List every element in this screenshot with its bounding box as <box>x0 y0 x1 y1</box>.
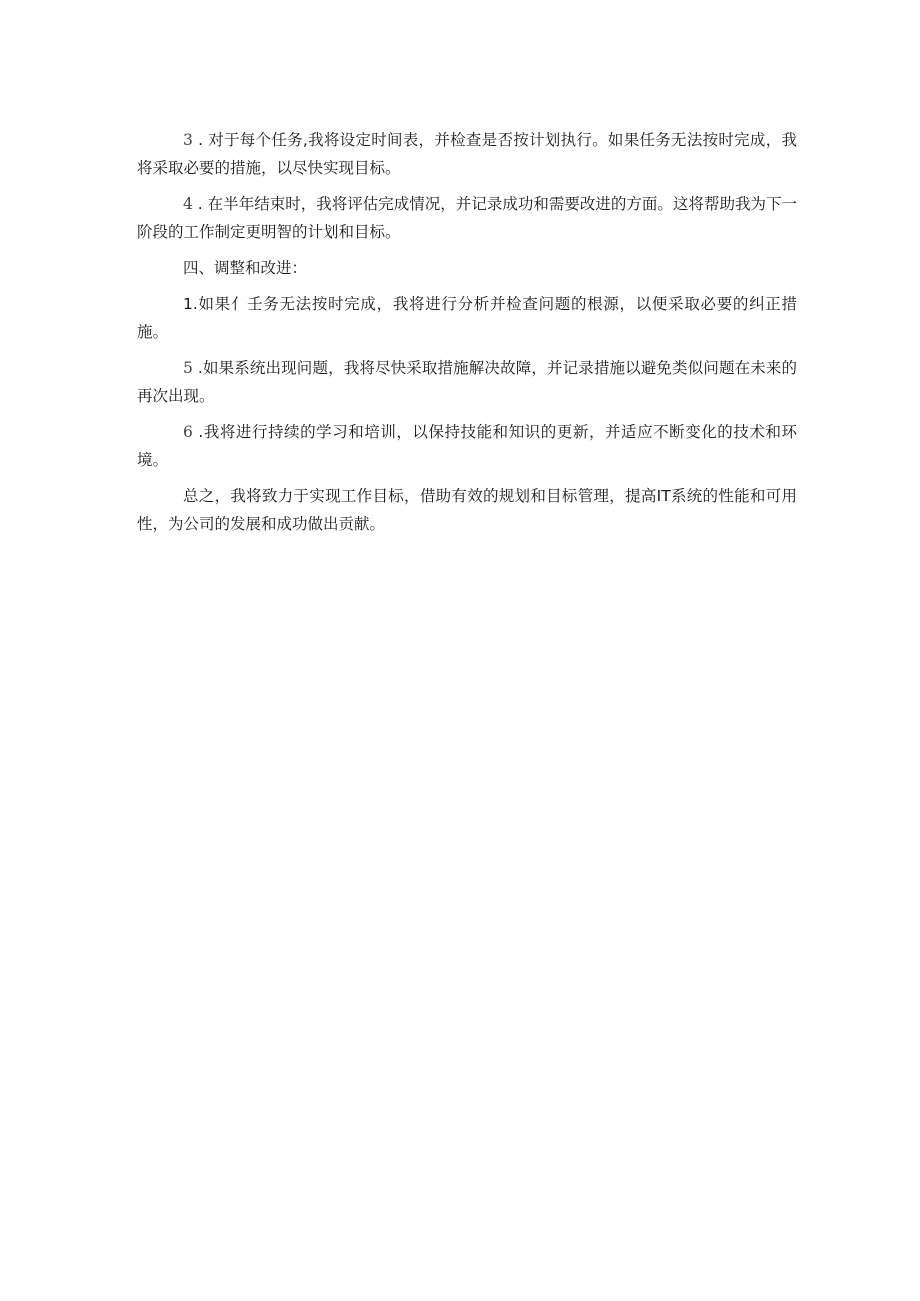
paragraph-3 <box>137 126 797 182</box>
item-number: 5 <box>183 359 193 377</box>
item-5 <box>137 354 797 410</box>
item-6 <box>137 418 797 474</box>
paragraph-4 <box>137 190 797 246</box>
paragraph-number: 3 <box>183 131 193 149</box>
document-body <box>137 126 797 546</box>
conclusion-paragraph: 总之，我将致力于实现工作目标，借助有效的规划和目标管理，提高IT系统的性能和可用性，为公司的发展和成功做出贡献。 <box>137 487 797 533</box>
paragraph-number: 4 <box>183 195 193 213</box>
section-heading: 四、调整和改进： <box>183 259 308 277</box>
item-text: 1.如果亻壬务无法按时完成，我将进行分析并检查问题的根源，以便采取必要的纠正措施。 <box>137 295 797 341</box>
paragraph-text: . 对于每个任务,我将设定时间表，并检查是否按计划执行。如果任务无法按时完成，我将采取必要的措施，以尽快实现目标。 <box>137 131 797 177</box>
paragraph-text: . 在半年结束时，我将评估完成情况，并记录成功和需要改进的方面。这将帮助我为下一阶段的工作制定更明智的计划和目标。 <box>137 195 797 241</box>
item-number: 6 <box>183 423 193 441</box>
item-text: .如果系统出现问题，我将尽快采取措施解决故障，并记录措施以避免类似问题在未来的再次出现。 <box>137 359 797 405</box>
item-1 <box>137 290 797 346</box>
item-text: .我将进行持续的学习和培训，以保持技能和知识的更新，并适应不断变化的技术和环境。 <box>137 423 797 469</box>
